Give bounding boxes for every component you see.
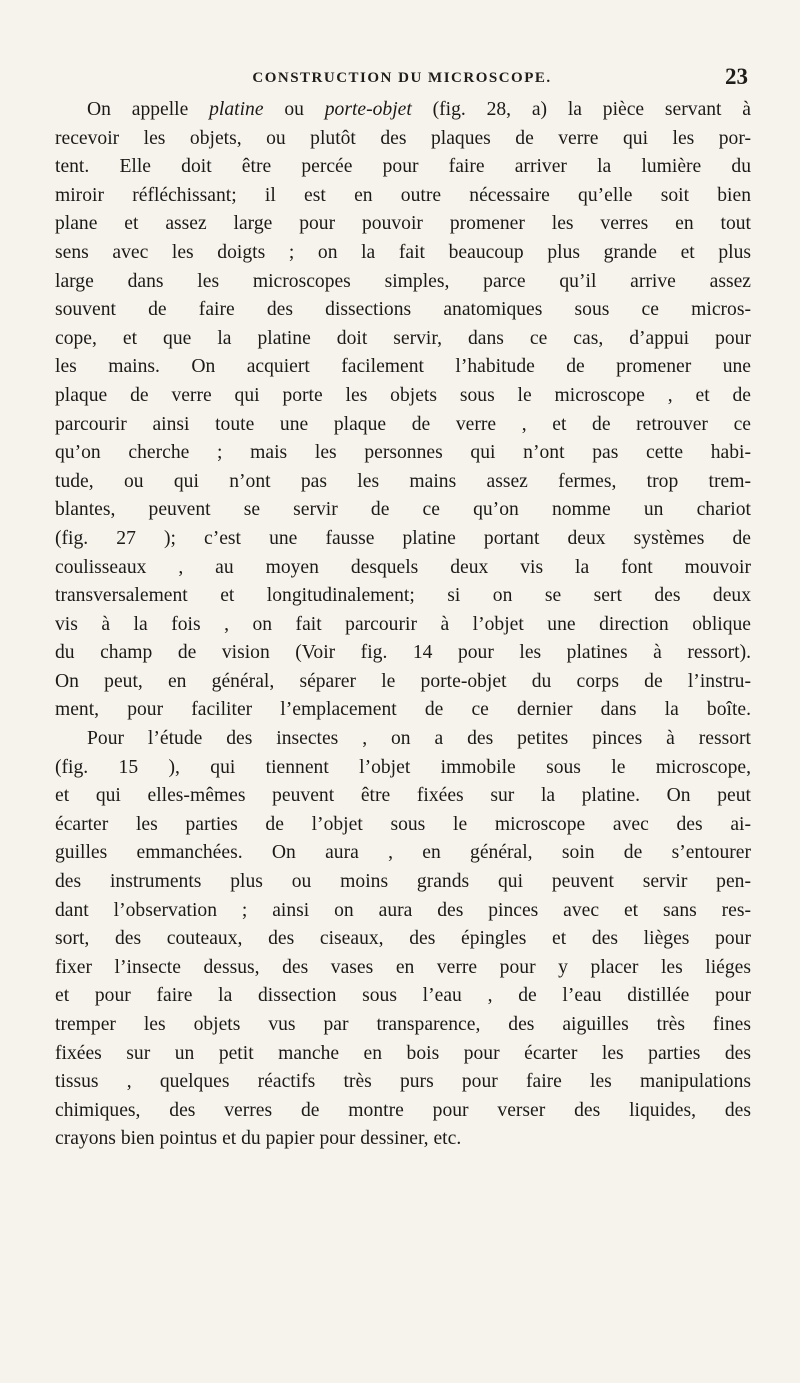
text-line: crayons bien pointus et du papier pour dessiner, etc. [55, 1128, 462, 1150]
text-line: cope, et que la platine doit servir, dans ce cas, d’appui pour [55, 327, 751, 349]
italic-term: porte-objet [324, 99, 412, 120]
text-line: fixées sur un petit manche en bois pour écarter les parties des [55, 1042, 751, 1064]
text-line: fixer l’insecte dessus, des vases en verre pour y placer les liéges [55, 956, 751, 978]
paragraph [55, 96, 751, 1154]
text-line: On peut, en général, séparer le porte-objet du corps de l’instru- [55, 670, 751, 692]
italic-term: platine [209, 99, 264, 120]
text-line: plane et assez large pour pouvoir promener les verres en tout [55, 213, 751, 235]
text-line: blantes, peuvent se servir de ce qu’on nomme un chariot [55, 499, 751, 521]
text-line: plaque de verre qui porte les objets sous le microscope , et de [55, 384, 751, 406]
text-line: qu’on cherche ; mais les personnes qui n’ont pas cette habi- [55, 442, 751, 464]
text-line: tude, ou qui n’ont pas les mains assez fermes, trop trem- [55, 470, 751, 492]
text-line: guilles emmanchées. On aura , en général, soin de s’entourer [55, 842, 751, 864]
text-line: sens avec les doigts ; on la fait beaucoup plus grande et plus [55, 241, 751, 263]
text-line: et qui elles-mêmes peuvent être fixées sur la platine. On peut [55, 785, 751, 807]
text-line: et pour faire la dissection sous l’eau , de l’eau distillée pour [55, 985, 751, 1007]
text-line: miroir réfléchissant; il est en outre nécessaire qu’elle soit bien [55, 184, 751, 206]
text-line: parcourir ainsi toute une plaque de verre , et de retrouver ce [55, 413, 751, 435]
text-line: chimiques, des verres de montre pour verser des liquides, des [55, 1099, 751, 1121]
text-line: écarter les parties de l’objet sous le microscope avec des ai- [55, 813, 751, 835]
text-line: souvent de faire des dissections anatomiques sous ce micros- [55, 299, 751, 321]
text-line: On appelle platine ou porte-objet (fig. 28, a) la pièce servant à [87, 99, 751, 120]
running-title: CONSTRUCTION DU MICROSCOPE. [252, 70, 552, 86]
text-line: (fig. 15 ), qui tiennent l’objet immobile sous le microscope, [55, 756, 751, 778]
text-line: des instruments plus ou moins grands qui peuvent servir pen- [55, 871, 751, 893]
text-line: sort, des couteaux, des ciseaux, des épingles et des lièges pour [55, 928, 751, 950]
text-line: dant l’observation ; ainsi on aura des pinces avec et sans res- [55, 899, 751, 921]
text-line: les mains. On acquiert facilement l’habitude de promener une [55, 356, 751, 378]
text-line: du champ de vision (Voir fig. 14 pour les platines à ressort). [55, 642, 751, 664]
text-line: (fig. 27 ); c’est une fausse platine portant deux systèmes de [55, 527, 751, 549]
text-line: tremper les objets vus par transparence, des aiguilles très fines [55, 1014, 751, 1035]
text-line: coulisseaux , au moyen desquels deux vis la font mouvoir [55, 556, 751, 578]
text-line: large dans les microscopes simples, parce qu’il arrive assez [55, 270, 751, 292]
text-line: recevoir les objets, ou plutôt des plaques de verre qui les por- [55, 127, 751, 149]
text-line: ment, pour faciliter l’emplacement de ce dernier dans la boîte. [55, 699, 751, 721]
text-line: tissus , quelques réactifs très purs pour faire les manipulations [55, 1071, 751, 1093]
text-line: tent. Elle doit être percée pour faire arriver la lumière du [55, 156, 751, 178]
running-head [52, 62, 752, 92]
page-number: 23 [725, 64, 748, 89]
first-word: On [87, 99, 111, 120]
text-line: vis à la fois , on fait parcourir à l’objet une direction oblique [55, 613, 751, 635]
text-line: Pour l’étude des insectes , on a des petites pinces à ressort [87, 728, 751, 750]
text-line: transversalement et longitudinalement; si on se sert des deux [55, 585, 751, 607]
